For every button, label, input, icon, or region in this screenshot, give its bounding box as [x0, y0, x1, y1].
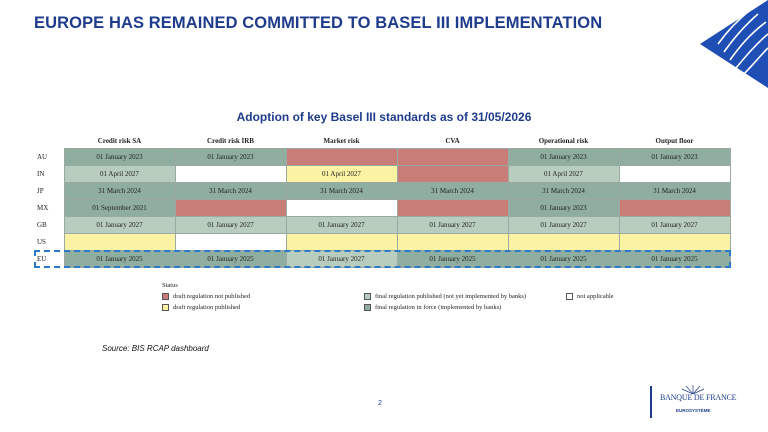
status-cell: 01 January 2025	[619, 250, 730, 267]
status-legend	[162, 282, 614, 311]
row-label: JP	[34, 182, 64, 199]
row-label: AU	[34, 148, 64, 165]
status-cell: 01 January 2023	[508, 148, 619, 165]
column-header: Credit risk IRB	[207, 136, 254, 145]
status-cell: 31 March 2024	[286, 182, 397, 199]
table-row	[34, 199, 730, 216]
row-label: IN	[34, 165, 64, 182]
logo-subtitle: EUROSYSTÈME	[676, 408, 711, 413]
table-row	[34, 165, 730, 182]
status-cell	[397, 199, 508, 216]
column-header: Credit risk SA	[97, 136, 142, 145]
legend-item	[566, 293, 614, 300]
status-cell: 01 April 2027	[508, 165, 619, 182]
table-title: Adoption of key Basel III standards as of 31/05/2026	[236, 110, 532, 124]
status-cell: 01 January 2027	[286, 250, 397, 267]
status-cell: 01 April 2027	[286, 165, 397, 182]
status-cell	[64, 233, 175, 250]
status-cell: 31 March 2024	[397, 182, 508, 199]
status-cell: 01 January 2027	[508, 216, 619, 233]
status-cell	[619, 233, 730, 250]
table-row	[34, 182, 730, 199]
corner-header	[34, 134, 64, 148]
status-cell	[619, 165, 730, 182]
legend-item	[162, 304, 240, 311]
legend-swatch	[162, 293, 169, 300]
status-cell: 01 January 2023	[619, 148, 730, 165]
column-header: Output floor	[655, 136, 694, 145]
status-cell: 01 January 2027	[175, 216, 286, 233]
status-cell: 01 January 2023	[175, 148, 286, 165]
legend-label: draft regulation not published	[173, 293, 251, 300]
table-row	[34, 216, 730, 233]
legend-title: Status	[162, 282, 178, 289]
banque-de-france-logo	[650, 386, 740, 420]
status-cell	[175, 233, 286, 250]
row-label: US	[34, 233, 64, 250]
legend-item	[162, 293, 250, 300]
logo-name: BANQUE DE FRANCE	[660, 393, 737, 402]
status-cell	[397, 233, 508, 250]
status-cell: 31 March 2024	[619, 182, 730, 199]
legend-label: not applicable	[577, 293, 614, 300]
legend-swatch	[162, 304, 169, 311]
legend-item	[364, 304, 501, 311]
table-row	[34, 250, 730, 267]
column-header: Operational risk	[538, 136, 589, 145]
legend-swatch	[566, 293, 573, 300]
column-header: CVA	[445, 136, 460, 145]
row-label: MX	[34, 199, 64, 216]
source-note: Source: BIS RCAP dashboard	[102, 344, 209, 353]
legend-swatch	[364, 293, 371, 300]
status-cell: 01 January 2025	[397, 250, 508, 267]
status-cell	[619, 199, 730, 216]
status-cell: 01 January 2027	[397, 216, 508, 233]
adoption-table	[34, 134, 731, 268]
status-cell	[286, 148, 397, 165]
status-cell: 01 January 2023	[64, 148, 175, 165]
status-cell: 01 January 2027	[64, 216, 175, 233]
status-cell: 01 January 2025	[175, 250, 286, 267]
status-cell: 01 April 2027	[64, 165, 175, 182]
status-cell: 01 January 2023	[508, 199, 619, 216]
table-row	[34, 233, 730, 250]
legend-item	[364, 293, 526, 300]
legend-label: final regulation published (not yet implemented by banks)	[375, 293, 527, 300]
status-cell	[397, 148, 508, 165]
row-label: EU	[34, 250, 64, 267]
header-row	[34, 134, 730, 148]
legend-label: final regulation in force (implemented by banks)	[375, 304, 502, 311]
status-cell	[175, 199, 286, 216]
status-cell: 01 January 2027	[619, 216, 730, 233]
status-cell: 31 March 2024	[508, 182, 619, 199]
status-cell	[508, 233, 619, 250]
legend-swatch	[364, 304, 371, 311]
row-label: GB	[34, 216, 64, 233]
status-cell: 01 January 2025	[64, 250, 175, 267]
status-cell	[175, 165, 286, 182]
status-cell	[397, 165, 508, 182]
status-cell	[286, 233, 397, 250]
table-row	[34, 148, 730, 165]
legend-label: draft regulation published	[173, 304, 241, 311]
status-cell: 31 March 2024	[64, 182, 175, 199]
status-cell: 31 March 2024	[175, 182, 286, 199]
status-cell: 01 January 2027	[286, 216, 397, 233]
corner-triangle-logo	[698, 0, 768, 90]
column-header: Market risk	[323, 136, 360, 145]
status-cell: 01 January 2025	[508, 250, 619, 267]
status-cell	[286, 199, 397, 216]
logo-bar	[650, 386, 652, 418]
page-number: 2	[378, 400, 382, 407]
status-cell: 01 September 2021	[64, 199, 175, 216]
slide-title: EUROPE HAS REMAINED COMMITTED TO BASEL III IMPLEMENTATION	[34, 14, 603, 32]
